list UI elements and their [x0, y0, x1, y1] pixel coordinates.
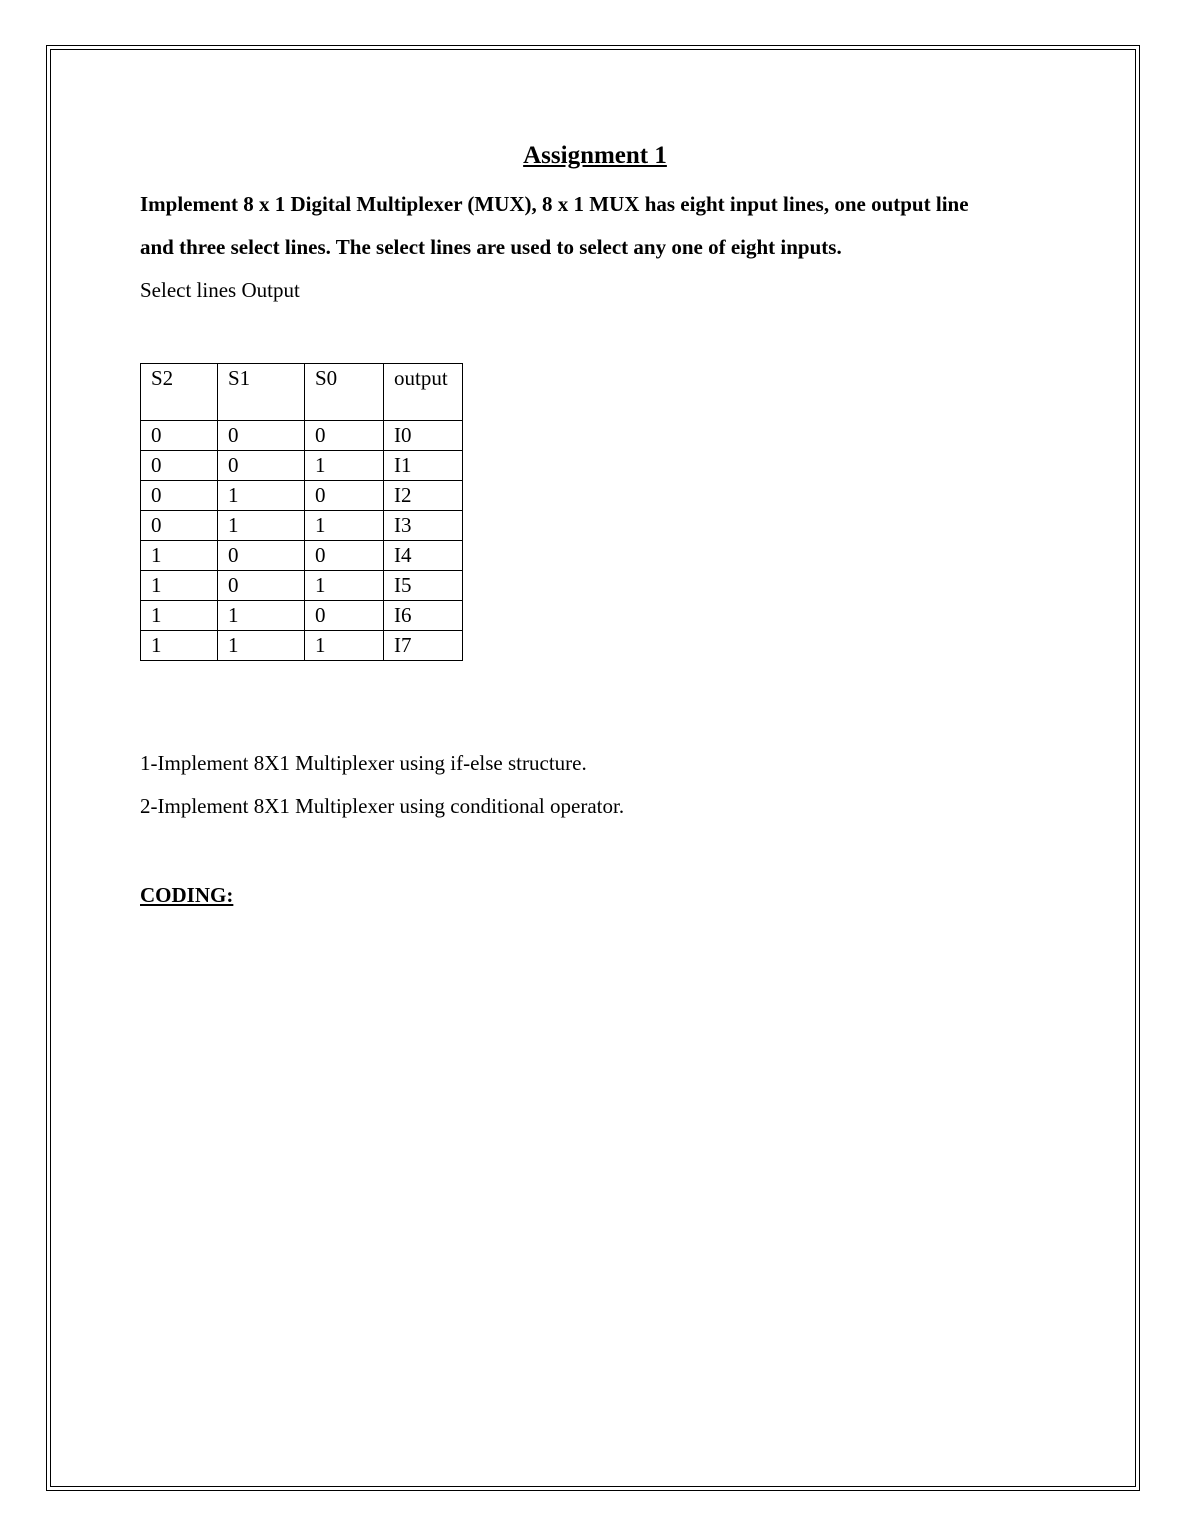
table-row: [141, 511, 463, 541]
table-cell: I4: [384, 541, 463, 571]
table-cell: I2: [384, 481, 463, 511]
table-cell: 1: [305, 631, 384, 661]
document-body: [140, 140, 1040, 910]
task-item-1: 1-Implement 8X1 Multiplexer using if-else structure.: [140, 751, 587, 775]
table-row: [141, 541, 463, 571]
table-cell: 0: [218, 451, 305, 481]
intro-paragraph-1: Implement 8 x 1 Digital Multiplexer (MUX), 8 x 1 MUX has eight input lines, one output line: [140, 192, 969, 216]
table-cell: 1: [141, 631, 218, 661]
table-cell: 0: [305, 541, 384, 571]
table-cell: 1: [218, 481, 305, 511]
table-cell: I7: [384, 631, 463, 661]
table-cell: 1: [305, 571, 384, 601]
table-cell: 1: [218, 601, 305, 631]
header-cell-s2: S2: [141, 364, 218, 421]
table-cell: 0: [305, 481, 384, 511]
table-cell: 1: [141, 601, 218, 631]
header-cell-s1: S1: [218, 364, 305, 421]
header-cell-output: output: [384, 364, 463, 421]
table-cell: 0: [218, 421, 305, 451]
coding-heading: CODING:: [140, 883, 234, 907]
table-cell: 1: [218, 631, 305, 661]
table-cell: I0: [384, 421, 463, 451]
table-row: [141, 451, 463, 481]
table-cell: 1: [141, 541, 218, 571]
intro-paragraph-2: and three select lines. The select lines are used to select any one of eight inputs.: [140, 235, 842, 259]
table-cell: 1: [218, 511, 305, 541]
table-cell: I6: [384, 601, 463, 631]
table-cell: 0: [218, 571, 305, 601]
table-cell: 0: [141, 451, 218, 481]
table-row: [141, 571, 463, 601]
table-row: [141, 601, 463, 631]
task-item-2: 2-Implement 8X1 Multiplexer using conditional operator.: [140, 794, 625, 818]
table-cell: 0: [305, 601, 384, 631]
table-cell: 0: [305, 421, 384, 451]
table-cell: 1: [305, 451, 384, 481]
table-row: [141, 421, 463, 451]
table-cell: I3: [384, 511, 463, 541]
table-cell: I5: [384, 571, 463, 601]
table-cell: 0: [141, 481, 218, 511]
page-title: Assignment 1: [523, 142, 667, 169]
table-row: [141, 631, 463, 661]
table-cell: 0: [141, 511, 218, 541]
task-list: [140, 749, 1040, 821]
table-cell: I1: [384, 451, 463, 481]
header-cell-s0: S0: [305, 364, 384, 421]
table-cell: 0: [218, 541, 305, 571]
table-cell: 1: [141, 571, 218, 601]
table-cell: 0: [141, 421, 218, 451]
table-header-row: [141, 364, 463, 421]
table-caption: Select lines Output: [140, 278, 300, 302]
table-cell: 1: [305, 511, 384, 541]
truth-table: [140, 363, 463, 661]
table-row: [141, 481, 463, 511]
